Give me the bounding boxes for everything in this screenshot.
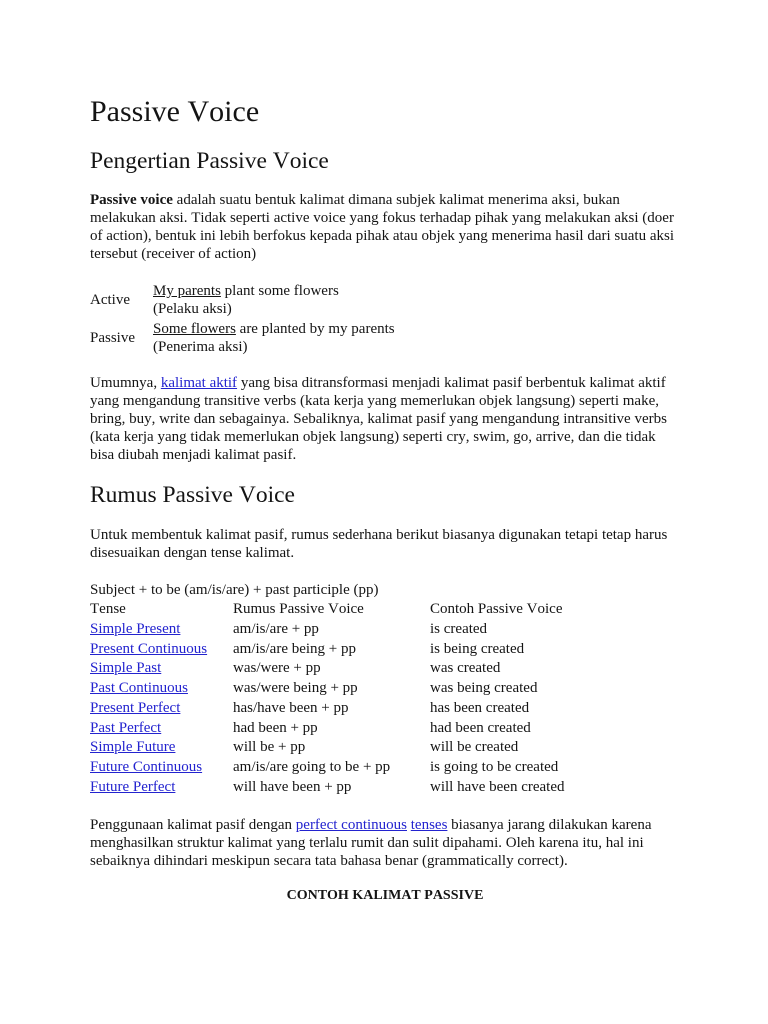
rumus-cell: was/were being + pp <box>233 680 358 696</box>
contoh-cell: was created <box>430 660 501 677</box>
contoh-cell: is created <box>430 620 488 637</box>
rumus-cell: has/have been + pp <box>233 699 349 716</box>
tense-row <box>90 679 680 699</box>
note-text-after: biasanya jarang dilakukan karena menghasilkan struktur kalimat yang terlalu rumit dan sulit dipahami. Oleh karena itu, hal ini sebaiknya dihindari meskipun secara tata bahasa benar (grammatically correct). <box>90 817 652 869</box>
contoh-cell: had been created <box>430 719 531 736</box>
tense-cell <box>90 620 233 640</box>
contoh-cell: will have been created <box>430 778 565 795</box>
tense-link-simple-present[interactable]: Simple Present <box>90 620 181 637</box>
example-sentence-line <box>153 282 680 300</box>
perfect-continuous-link[interactable]: perfect continuous <box>295 817 407 833</box>
definition-text: adalah suatu bentuk kalimat dimana subjek kalimat menerima aksi, bukan melakukan aksi. Tidak seperti active voice yang fokus terhadap pihak yang melakukan aksi (doer of action), bentuk ini lebih berfokus kepada pihak atau objek yang menerima hasil dari suatu aksi tersebut (receiver of action) <box>90 192 674 262</box>
tense-row <box>90 659 680 679</box>
rumus-cell: will have been + pp <box>233 778 352 795</box>
tense-row <box>90 640 680 660</box>
header-contoh: Contoh Passive Voice <box>430 601 563 617</box>
definition-term: Passive voice <box>90 192 173 208</box>
definition-paragraph <box>90 191 680 263</box>
tense-row <box>90 758 680 778</box>
example-label-passive: Passive <box>90 330 135 346</box>
tense-link-present-perfect[interactable]: Present Perfect <box>90 699 181 716</box>
tense-table-header <box>90 600 680 620</box>
example-table <box>90 282 680 356</box>
tense-row <box>90 778 680 798</box>
tense-cell <box>90 778 233 798</box>
tense-row <box>90 699 680 719</box>
section-heading-rumus: Rumus Passive Voice <box>90 482 295 508</box>
tense-cell <box>90 758 233 778</box>
example-predicate: plant some flowers <box>220 283 339 299</box>
tense-row <box>90 620 680 640</box>
example-predicate: are planted by my parents <box>235 321 395 337</box>
rumus-cell: am/is/are going to be + pp <box>233 759 391 775</box>
tense-cell <box>90 659 233 679</box>
rumus-cell: will be + pp <box>233 739 306 756</box>
tense-cell <box>90 640 233 660</box>
tense-row <box>90 738 680 758</box>
tense-link-future-continuous[interactable]: Future Continuous <box>90 759 203 775</box>
tense-link-future-perfect[interactable]: Future Perfect <box>90 778 176 795</box>
tense-cell <box>90 719 233 739</box>
rumus-cell: am/is/are being + pp <box>233 640 357 657</box>
tense-link-simple-past[interactable]: Simple Past <box>90 660 162 677</box>
tense-link-past-continuous[interactable]: Past Continuous <box>90 680 188 696</box>
tense-table <box>90 600 680 798</box>
example-note: (Pelaku aksi) <box>153 301 232 317</box>
header-tense: Tense <box>90 601 126 617</box>
tense-link-present-continuous[interactable]: Present Continuous <box>90 640 208 657</box>
tense-row <box>90 719 680 739</box>
tense-cell <box>90 738 233 758</box>
contoh-cell: has been created <box>430 699 530 716</box>
rumus-cell: was/were + pp <box>233 660 321 677</box>
tense-cell <box>90 679 233 699</box>
tense-link-past-perfect[interactable]: Past Perfect <box>90 719 162 736</box>
contoh-cell: is going to be created <box>430 759 559 775</box>
tenses-link[interactable]: tenses <box>410 817 448 833</box>
note-paragraph <box>90 816 680 870</box>
rumus-cell: am/is/are + pp <box>233 620 319 637</box>
contoh-cell: was being created <box>430 680 538 696</box>
contoh-cell: will be created <box>430 739 519 756</box>
contoh-cell: is being created <box>430 640 525 657</box>
example-sentence-active <box>153 282 680 318</box>
example-sentence-line <box>153 320 680 338</box>
tense-link-simple-future[interactable]: Simple Future <box>90 739 176 756</box>
rumus-cell: had been + pp <box>233 719 318 736</box>
page-title: Passive Voice <box>90 95 260 128</box>
example-note: (Penerima aksi) <box>153 339 248 355</box>
example-sentence-passive <box>153 320 680 356</box>
transform-paragraph <box>90 374 680 464</box>
example-subject: Some flowers <box>153 321 236 337</box>
formula-line: Subject + to be (am/is/are) + past participle (pp) <box>90 582 379 598</box>
contoh-heading: CONTOH KALIMAT PASSIVE <box>286 888 484 903</box>
kalimat-aktif-link[interactable]: kalimat aktif <box>160 375 238 391</box>
transform-text-after: yang bisa ditransformasi menjadi kalimat pasif berbentuk kalimat aktif yang mengandung transitive verbs (kata kerja yang memerlukan objek langsung) seperti make, bring, buy, write dan sebagainya. Sebaliknya, kalimat pasif yang mengandung intransitive verbs (kata kerja yang tidak memerlukan objek langsung) seperti cry, swim, go, arrive, dan die tidak bisa diubah menjadi kalimat pasif. <box>90 375 667 463</box>
transform-text-before: Umumnya, <box>90 375 161 391</box>
section-heading-pengertian: Pengertian Passive Voice <box>90 148 329 174</box>
header-rumus: Rumus Passive Voice <box>233 601 364 617</box>
tense-cell <box>90 699 233 719</box>
note-text-before: Penggunaan kalimat pasif dengan <box>90 817 296 833</box>
example-subject: My parents <box>153 283 221 299</box>
example-label-active: Active <box>90 292 130 308</box>
rumus-intro-paragraph: Untuk membentuk kalimat pasif, rumus sederhana berikut biasanya digunakan tetapi tetap harus disesuaikan dengan tense kalimat. <box>90 527 668 561</box>
